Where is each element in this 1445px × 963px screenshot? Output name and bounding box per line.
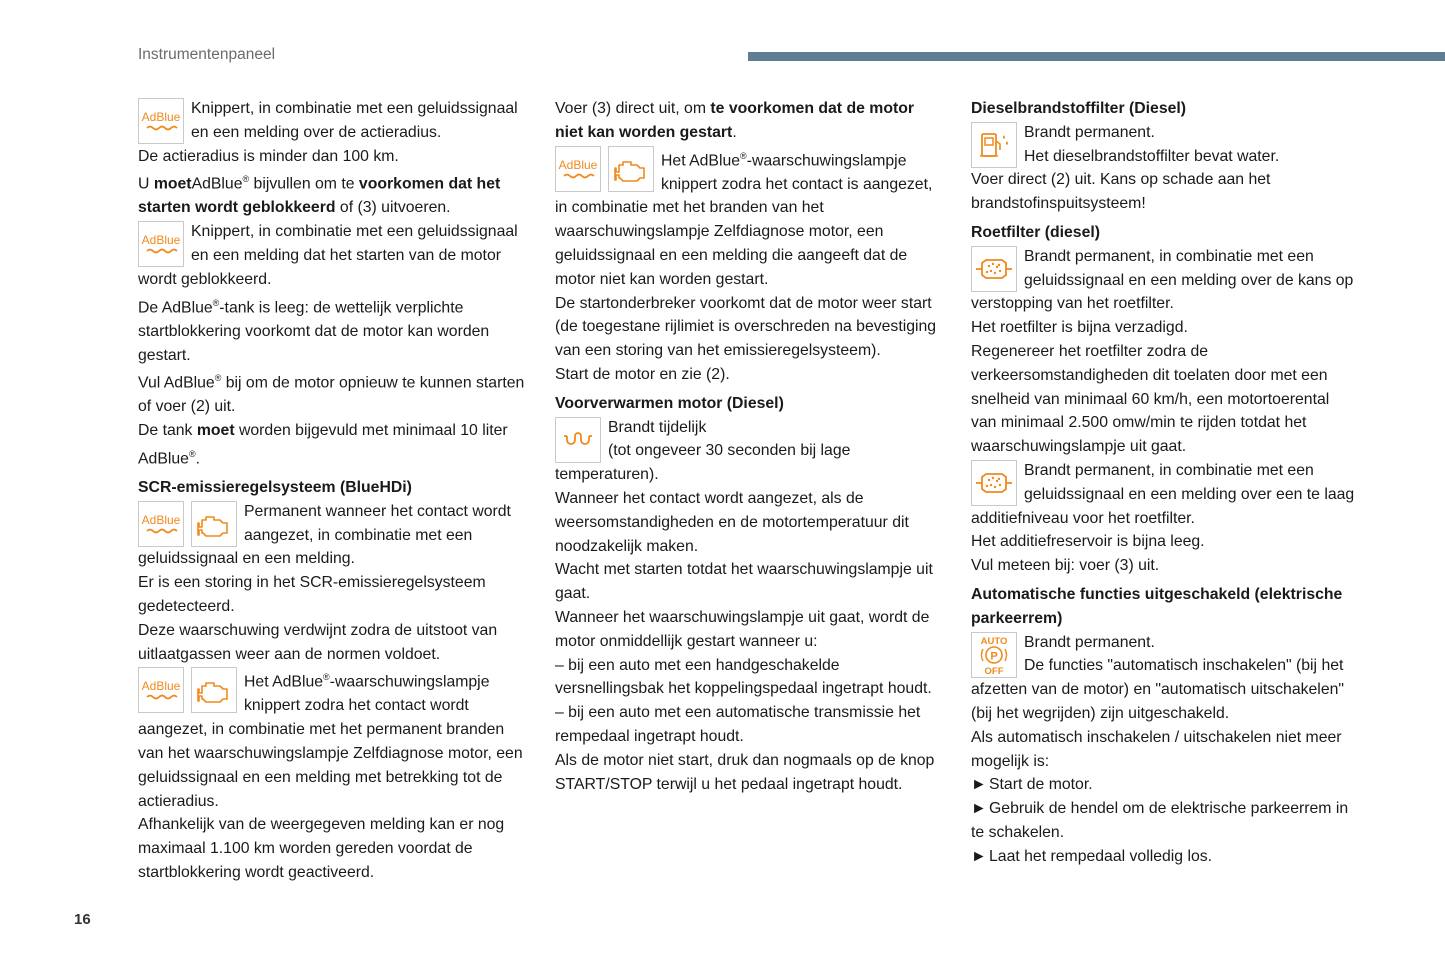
engine-icon bbox=[608, 146, 654, 192]
warning-icons bbox=[555, 146, 654, 192]
arrow-bullet-icon: ► bbox=[971, 800, 987, 818]
paragraph: Brandt permanent, in combinatie met een geluidssignaal en een melding over de kans op verstopping van het roetfilter. bbox=[971, 247, 1354, 313]
auto-parking-brake-off-icon bbox=[971, 632, 1017, 678]
paragraph: Het roetfilter is bijna verzadigd. bbox=[971, 319, 1188, 337]
warning-icons bbox=[971, 246, 1017, 292]
warning-icons bbox=[971, 122, 1017, 168]
particle-filter-icon bbox=[971, 460, 1017, 506]
auto-label: AUTO bbox=[980, 635, 1008, 647]
particle-filter-icon bbox=[971, 246, 1017, 292]
arrow-bullet-icon: ► bbox=[971, 776, 987, 794]
step-item: ► Gebruik de hendel om de elektrische parkeerrem in te schakelen. bbox=[971, 797, 1356, 845]
paragraph: Wacht met starten totdat het waarschuwingslampje uit gaat. bbox=[555, 561, 933, 603]
paragraph: Regenereer het roetfilter zodra de verkeersomstandigheden dit toelaten door met een snelheid van minimaal 60 km/h, een motortoerental van minimaal 2.500 omw/min te rijden totdat het waarschuwingslampje uit gaat. bbox=[971, 342, 1330, 456]
paragraph: De tank moet worden bijgevuld met minimaal 10 liter AdBlue®. bbox=[138, 422, 508, 468]
glow-plug-icon bbox=[555, 417, 601, 463]
off-label: OFF bbox=[984, 665, 1004, 676]
paragraph: Brandt permanent, in combinatie met een geluidssignaal en een melding over een te laag additiefniveau voor het roetfilter. bbox=[971, 461, 1355, 527]
adblue-icon bbox=[555, 146, 601, 192]
paragraph: Het additiefreservoir is bijna leeg. bbox=[971, 533, 1205, 551]
warning-icons bbox=[138, 501, 237, 547]
adblue-icon-label: AdBlue bbox=[141, 512, 181, 527]
paragraph: – bij een auto met een handgeschakelde versnellingsbak het koppelingspedaal ingetrapt houdt. bbox=[555, 656, 932, 698]
adblue-icon-label: AdBlue bbox=[141, 679, 181, 694]
engine-icon bbox=[191, 667, 237, 713]
warning-icons bbox=[971, 632, 1017, 678]
step-item: ► Start de motor. bbox=[971, 773, 1356, 797]
adblue-icon bbox=[138, 98, 184, 144]
adblue-icon-label: AdBlue bbox=[141, 110, 181, 124]
paragraph: Vul AdBlue® bij om de motor opnieuw te kunnen starten of voer (2) uit. bbox=[138, 373, 525, 416]
paragraph: Het AdBlue®-waarschuwingslampje knippert zodra het contact wordt aangezet, in combinatie met het permanent branden van het waarschuwingslampje Zelfdiagnose motor, een geluidssignaal en een melding met betrekking tot de actieradius. bbox=[138, 672, 523, 810]
section-title: Instrumentenpaneel bbox=[138, 46, 276, 63]
adblue-icon bbox=[138, 501, 184, 547]
warning-icons bbox=[971, 460, 1017, 506]
paragraph: De functies "automatisch inschakelen" (bij het afzetten van de motor) en "automatisch uitschakelen" (bij het wegrijden) zijn uitgeschakeld. bbox=[971, 657, 1344, 722]
paragraph: (tot ongeveer 30 seconden bij lage temperaturen). bbox=[555, 442, 851, 484]
step-item: ► Laat het rempedaal volledig los. bbox=[971, 845, 1356, 869]
column-3 bbox=[971, 97, 1356, 869]
paragraph: Deze waarschuwing verdwijnt zodra de uitstoot van uitlaatgassen weer aan de normen voldoet. bbox=[138, 621, 498, 663]
paragraph: De startonderbreker voorkomt dat de motor weer start (de toegestane rijlimiet is overschreden na bevestiging van een storing van het emissieregelsysteem). bbox=[555, 294, 937, 360]
water-in-diesel-icon bbox=[971, 122, 1017, 168]
paragraph: Wanneer het contact wordt aangezet, als de weersomstandigheden en de motortemperatuur dit noodzakelijk maken. bbox=[555, 490, 909, 555]
paragraph: Als automatisch inschakelen / uitschakelen niet meer mogelijk is: bbox=[971, 728, 1342, 770]
paragraph: Afhankelijk van de weergegeven melding kan er nog maximaal 1.100 km worden gereden voordat de startblokkering wordt geactiveerd. bbox=[138, 816, 505, 882]
adblue-icon-label: AdBlue bbox=[558, 157, 598, 172]
paragraph: Het AdBlue®-waarschuwingslampje knippert zodra het contact is aangezet, in combinatie met het branden van het waarschuwingslampje Zelfdiagnose motor, een geluidssignaal en een melding die aangeeft dat de motor niet kan worden gestart. bbox=[555, 150, 933, 288]
adblue-icon-label: AdBlue bbox=[141, 233, 181, 248]
warning-icons bbox=[138, 221, 184, 267]
paragraph: Brandt permanent. bbox=[1024, 123, 1155, 141]
arrow-bullet-icon: ► bbox=[971, 847, 987, 865]
warning-icons bbox=[138, 98, 184, 144]
paragraph: Er is een storing in het SCR-emissieregelsysteem gedetecteerd. bbox=[138, 574, 486, 615]
warning-icons bbox=[555, 417, 601, 463]
engine-icon bbox=[191, 501, 237, 547]
adblue-icon bbox=[138, 221, 184, 267]
paragraph: Knippert, in combinatie met een geluidssignaal en een melding over de actieradius. bbox=[191, 100, 518, 141]
paragraph: Wanneer het waarschuwingslampje uit gaat, wordt de motor onmiddellijk gestart wanneer u: bbox=[555, 609, 930, 650]
paragraph: De actieradius is minder dan 100 km. bbox=[138, 147, 399, 165]
heading: SCR-emissieregelsysteem (BlueHDi) bbox=[138, 479, 412, 497]
column-2 bbox=[555, 97, 940, 796]
paragraph: Vul meteen bij: voer (3) uit. bbox=[971, 557, 1160, 575]
paragraph: Start de motor en zie (2). bbox=[555, 366, 730, 384]
paragraph: Voer direct (2) uit. Kans op schade aan het brandstofinspuitsysteem! bbox=[971, 171, 1271, 213]
paragraph: Als de motor niet start, druk dan nogmaals op de knop START/STOP terwijl u het pedaal ingetrapt houdt. bbox=[555, 751, 935, 793]
heading: Dieselbrandstoffilter (Diesel) bbox=[971, 100, 1187, 117]
paragraph: – bij een auto met een automatische transmissie het rempedaal ingetrapt houdt. bbox=[555, 704, 921, 745]
paragraph: Voer (3) direct uit, om te voorkomen dat de motor niet kan worden gestart. bbox=[555, 100, 915, 141]
heading: Voorverwarmen motor (Diesel) bbox=[555, 394, 784, 412]
paragraph: Het dieselbrandstoffilter bevat water. bbox=[1024, 147, 1280, 165]
heading: Roetfilter (diesel) bbox=[971, 223, 1101, 241]
paragraph: De AdBlue®-tank is leeg: de wettelijk verplichte startblokkering voorkomt dat de motor kan worden gestart. bbox=[138, 297, 490, 364]
paragraph: Brandt tijdelijk bbox=[608, 418, 707, 436]
page-number: 16 bbox=[74, 911, 91, 928]
paragraph: Permanent wanneer het contact wordt aangezet, in combinatie met een geluidssignaal en een melding. bbox=[138, 502, 511, 568]
column-1 bbox=[138, 97, 533, 885]
paragraph: Knippert, in combinatie met een geluidssignaal en een melding dat het starten van de motor wordt geblokkeerd. bbox=[138, 223, 518, 288]
paragraph: U moetAdBlue® bijvullen om te voorkomen dat het starten wordt geblokkeerd of (3) uitvoeren. bbox=[138, 174, 501, 217]
warning-icons bbox=[138, 667, 237, 713]
adblue-icon bbox=[138, 667, 184, 713]
header-accent-bar bbox=[748, 52, 1445, 61]
paragraph: Brandt permanent. bbox=[1024, 633, 1155, 651]
heading: Automatische functies uitgeschakeld (elektrische parkeerrem) bbox=[971, 585, 1343, 627]
p-label: P bbox=[990, 650, 998, 663]
